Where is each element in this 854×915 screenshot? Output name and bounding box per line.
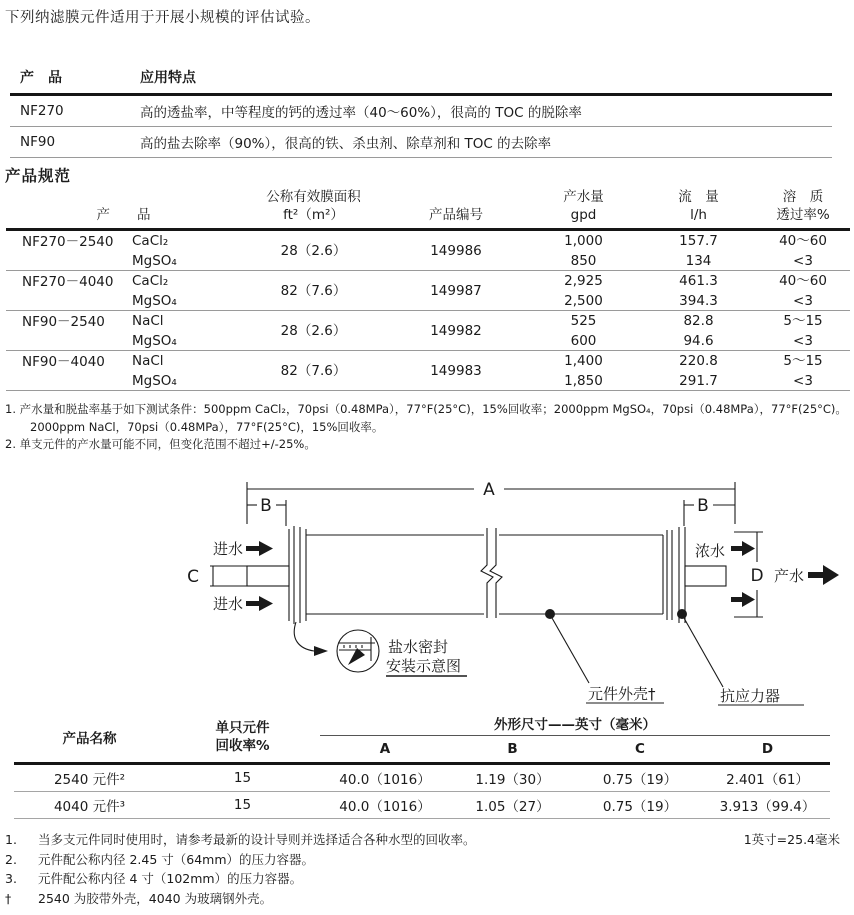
col-header-dimensions-group: 外形尺寸——英寸（毫米） [320,712,830,736]
spec-table-row [6,311,850,351]
footnote-marker: † [5,890,12,906]
header-line: 回收率% [215,738,270,754]
atd-label: 抗应力器 [720,687,781,705]
note-line: 2000ppm NaCl，70psi（0.48MPa），77°F(25°C)，15%回收率。 [30,419,384,434]
dim-b-cell: 1.19（30） [475,772,550,788]
feed-label-top: 进水 [212,540,244,558]
code-cell: 149986 [430,243,482,259]
footnote-row [5,869,848,889]
header-line: ft²（m²） [283,207,344,223]
permeate-label: 产水 [773,567,805,585]
col-header-lh [641,188,756,224]
col-header-d: D [761,741,774,757]
dim-b-cell: 1.05（27） [475,799,550,815]
dim-c-label: C [187,567,199,587]
col-header-feature: 应用特点 [140,70,196,86]
passage-cell [756,231,850,271]
solute-cell [123,271,241,311]
header-line: 流 量 [678,189,719,205]
passage-cell [756,271,850,311]
header-line: 单只元件 [215,720,270,736]
col-header-recovery [165,712,320,762]
concentrate-arrow-icon [731,541,755,556]
inch-conversion: 1英寸=25.4毫米 [743,832,840,847]
dimensions-table [14,712,830,819]
gpd-cell [526,351,641,391]
footnote-row [5,830,848,850]
feed-arrow-top-icon [246,541,273,556]
table-row [14,765,830,792]
area-cell: 82（7.6） [280,283,347,299]
product-cell: NF270－2540 [22,234,114,250]
dim-c-cell: 0.75（19） [602,799,678,815]
col-header-code [386,188,526,224]
solute-line: CaCl₂ [132,233,169,249]
spec-table-row [6,351,850,391]
footnote-marker: 1. [5,832,17,847]
value-line: 461.3 [679,273,718,289]
code-cell: 149987 [430,283,482,299]
spec-table [6,188,850,391]
value-line: 2,925 [564,273,603,289]
product-cell: NF270－4040 [22,274,114,290]
passage-cell [756,311,850,351]
dim-d-label: D [750,566,764,586]
value-line: 394.3 [679,293,718,309]
dim-b-left-label: B [260,496,272,516]
col-header-a: A [379,741,391,757]
concentrate-label: 浓水 [694,542,726,560]
features-table-header [10,64,832,96]
features-table [10,64,832,158]
note-line: 2. 单支元件的产水量可能不同，但变化范围不超过+/-25%。 [5,437,316,451]
code-cell: 149983 [430,363,482,379]
element-diagram [0,468,854,710]
footnote-marker: 2. [5,851,17,867]
intro-text: 下列纳滤膜元件适用于开展小规模的评估试验。 [5,10,320,26]
value-line: 157.7 [679,233,718,249]
header-line: l/h [690,207,707,223]
footnote-row [5,850,848,870]
table-row [10,127,832,158]
value-line: 850 [570,253,597,269]
solute-line: MgSO₄ [132,253,177,269]
header-line: 透过率% [776,207,830,223]
dim-b-right-label: B [697,496,709,516]
value-line: <3 [793,293,813,309]
dim-a-label: A [483,480,495,500]
solute-cell [123,231,241,271]
lh-cell [641,231,756,271]
value-line: 5～15 [783,313,823,329]
col-header-gpd [526,188,641,224]
footnote-text: 当多支元件同时使用时，请参考最新的设计导则并选择适合各种水型的回收率。 [38,832,476,847]
area-cell: 28（2.6） [280,243,347,259]
footnote-row [5,889,848,909]
col-header-product: 产 品 [20,70,62,86]
table-row [14,792,830,819]
name-cell: 4040 元件³ [53,799,126,815]
spec-table-header [6,188,850,231]
code-cell: 149982 [430,323,482,339]
value-line: 94.6 [683,333,714,349]
diagram-lines [210,482,804,705]
value-line: <3 [793,333,813,349]
footnote-text: 元件配公称内径 2.45 寸（64mm）的压力容器。 [38,851,315,867]
section-title-specs: 产品规范 [5,167,72,185]
product-cell: NF90－4040 [22,354,105,370]
header-line: gpd [570,207,597,223]
dimensions-table-header [14,712,830,765]
col-header-product [6,188,241,224]
footnote-text: 元件配公称内径 4 寸（102mm）的压力容器。 [38,871,303,887]
value-line: 134 [685,253,712,269]
solute-line: MgSO₄ [132,293,177,309]
footnote-marker: 3. [5,871,17,887]
shell-marker-dot [545,609,555,619]
value-line: 525 [570,313,597,329]
header-line: 产水量 [563,189,604,205]
header-line: 产品编号 [429,207,483,223]
spec-notes [5,401,851,454]
dim-d-cell: 2.401（61） [726,772,809,788]
solute-line: MgSO₄ [132,373,177,389]
area-cell: 82（7.6） [280,363,347,379]
atd-marker-dot [677,609,687,619]
solute-cell [123,351,241,391]
solute-line: NaCl [132,313,164,329]
col-header-name: 产品名称 [62,731,117,747]
product-cell: NF90 [20,134,56,150]
solute-line: CaCl₂ [132,273,169,289]
dim-a-cell: 40.0（1016） [339,799,431,815]
footnote-text: 2540 为胶带外壳，4040 为玻璃钢外壳。 [38,890,273,906]
value-line: 2,500 [564,293,603,309]
footnotes [5,830,848,908]
dim-c-cell: 0.75（19） [602,772,678,788]
detail-arrowhead-icon [314,646,328,656]
header-line: 溶 质 [782,189,824,205]
col-header-area [241,188,386,224]
value-line: <3 [793,373,813,389]
value-line: <3 [793,253,813,269]
value-line: 82.8 [683,313,714,329]
table-row [10,96,832,127]
spec-table-row [6,271,850,311]
col-header-passage [756,188,850,224]
solute-cell [123,311,241,351]
lh-cell [641,311,756,351]
solute-line: MgSO₄ [132,333,177,349]
concentrate-arrow-lower-icon [731,592,755,607]
brine-seal-label-line1: 盐水密封 [388,638,449,656]
lh-cell [641,271,756,311]
feed-label-bottom: 进水 [212,595,244,613]
spec-table-row [6,231,850,271]
gpd-cell [526,231,641,271]
feature-cell: 高的透盐率，中等程度的钙的透过率（40～60%），很高的 TOC 的脱除率 [140,105,582,121]
dim-d-cell: 3.913（99.4） [719,799,816,815]
note-line: 1. 产水量和脱盐率基于如下测试条件：500ppm CaCl₂，70psi（0.48MPa），77°F(25°C)，15%回收率；2000ppm MgSO₄，70psi（0.48MPa），77°F(25°C)。 [5,402,847,416]
product-cell: NF90－2540 [22,314,105,330]
gpd-cell [526,311,641,351]
value-line: 1,850 [564,373,603,389]
value-line: 5～15 [783,353,823,369]
lh-cell [641,351,756,391]
gpd-cell [526,271,641,311]
col-header-b: B [507,741,518,757]
value-line: 1,400 [564,353,603,369]
area-cell: 28（2.6） [280,323,347,339]
recovery-cell: 15 [233,797,252,813]
feed-arrow-bottom-icon [246,596,273,611]
value-line: 220.8 [679,353,718,369]
feature-cell: 高的盐去除率（90%），很高的铁、杀虫剂、除草剂和 TOC 的去除率 [140,136,552,152]
value-line: 40～60 [779,273,827,289]
value-line: 1,000 [564,233,603,249]
shell-label: 元件外壳† [588,685,656,703]
col-header-c: C [635,741,645,757]
solute-line: NaCl [132,353,164,369]
passage-cell [756,351,850,391]
value-line: 600 [570,333,597,349]
header-line: 公称有效膜面积 [266,189,361,205]
name-cell: 2540 元件² [53,772,126,788]
brine-seal-label-line2: 安装示意图 [386,657,462,675]
product-cell: NF270 [20,103,64,119]
header-line: 产 品 [96,207,151,223]
value-line: 40～60 [779,233,827,249]
recovery-cell: 15 [233,770,252,786]
value-line: 291.7 [679,373,718,389]
permeate-arrow-icon [808,565,839,585]
dim-a-cell: 40.0（1016） [339,772,431,788]
